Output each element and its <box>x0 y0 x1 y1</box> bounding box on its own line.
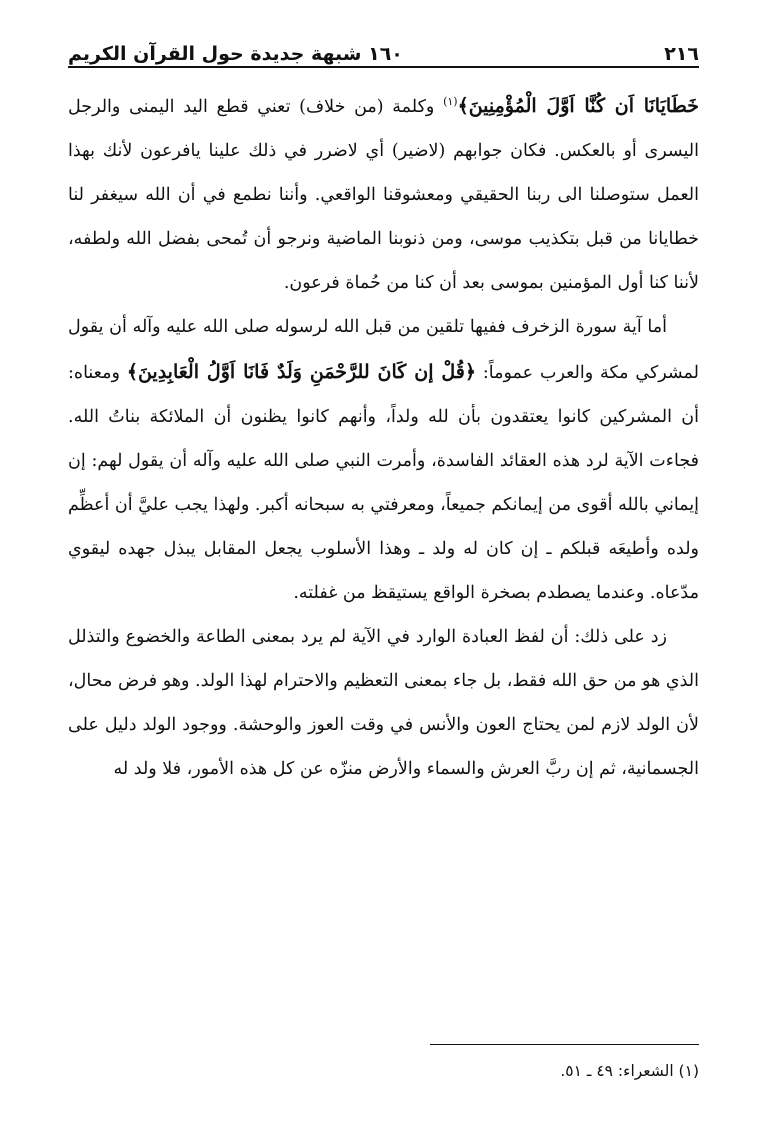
main-text <box>68 84 699 792</box>
footnote-divider <box>430 1044 699 1045</box>
page-number: ٢١٦ <box>664 43 699 65</box>
footnote: (١) الشعراء: ٤٩ ـ ٥١. <box>560 1062 699 1080</box>
running-title: ١٦٠ شبهة جديدة حول القرآن الكريم <box>68 43 403 65</box>
quran-verse: ﴿قُلْ إن كَانَ للرَّحْمَنِ وَلَدٌ فَانَا اَوَّلُ الْعَابِدِينَ﴾ <box>126 360 477 383</box>
footnote-reference: (١) <box>443 95 458 109</box>
paragraph-1 <box>68 84 699 305</box>
quran-verse: خَطَايَانَا اَن كُنَّا اَوَّلَ الْمُؤْمِنِينَ﴾ <box>457 95 699 117</box>
paragraph-text: أما آية سورة الزخرف ففيها تلقين من قبل الله لرسوله صلى الله عليه وآله أن يقول لمشركي مكة والعرب عموماً: <box>68 317 699 383</box>
paragraph-text: وكلمة (من خلاف) تعني قطع اليد اليمنى والرجل اليسرى أو بالعكس. فكان جوابهم (لاضير) أي لاضرر في ذلك علينا يافرعون لأنك بهذا العمل ستوصلنا الى ربنا الحقيقي ومعشوقنا الواقعي. وأننا نطمع في أن الله سيغفر لنا خطايانا من قبل بتكذيب موسى، ومن ذنوبنا الماضية ونرجو أن تُمحى بفضل الله ولطفه، لأننا كنا أول المؤمنين بموسى بعد أن كنا من حُماة فرعون. <box>68 97 699 294</box>
header-divider <box>68 66 699 68</box>
page-header <box>68 30 699 64</box>
paragraph-text: زد على ذلك: أن لفظ العبادة الوارد في الآية لم يرد بمعنى الطاعة والخضوع والتذلل الذي هو من حق الله فقط، بل جاء بمعنى التعظيم والاحترام لهذا الولد. وهو فرض محال، لأن الولد لازم لمن يحتاج العون والأنس في وقت العوز والوحشة. ووجود الولد دليل على الجسمانية، ثم إن ربَّ العرش والسماء والأرض منزّه عن كل هذه الأمور، فلا ولد له <box>68 627 699 780</box>
paragraph-2 <box>68 305 699 615</box>
paragraph-3 <box>68 615 699 791</box>
paragraph-text: ومعناه: أن المشركين كانوا يعتقدون بأن لله ولداً، وأنهم كانوا يظنون أن الملائكة بناتُ الله. فجاءت الآية لرد هذه العقائد الفاسدة، وأمرت النبي صلى الله عليه وآله أن يقول لهم: إن إيماني بالله أقوى من إيمانكم جميعاً، ومعرفتي به سبحانه أكبر. ولهذا يجب عليَّ أن أعظِّم ولده وأطيعَه قبلكم ـ إن كان له ولد ـ وهذا الأسلوب يجعل المقابل يبذل جهده ليقوي مدّعاه. وعندما يصطدم بصخرة الواقع يستيقظ من غفلته. <box>68 362 700 604</box>
